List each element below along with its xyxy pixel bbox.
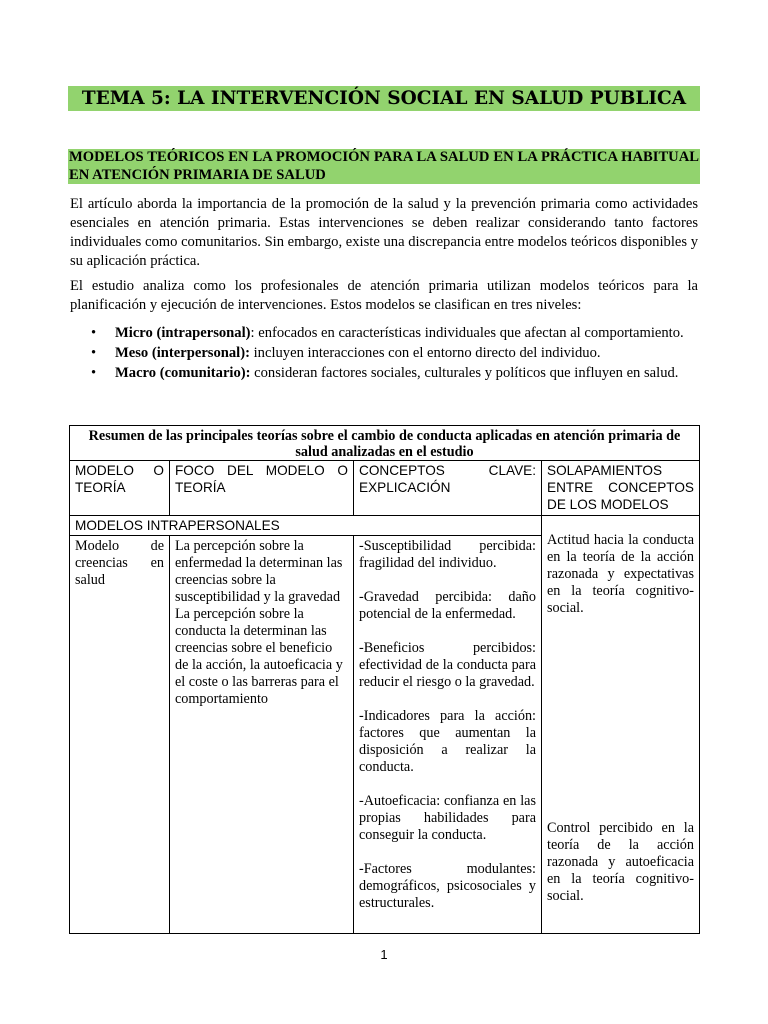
list-item <box>70 344 698 362</box>
page-title: TEMA 5: LA INTERVENCIÓN SOCIAL EN SALUD PUBLICA <box>68 86 700 111</box>
table-caption: Resumen de las principales teorías sobre el cambio de conducta aplicadas en atención primaria de salud analizadas en el estudio <box>70 426 700 461</box>
bullet-icon: • <box>91 365 97 381</box>
concept-item: -Autoeficacia: confianza en las propias habilidades para conseguir la conducta. <box>359 793 536 844</box>
list-item <box>70 364 698 382</box>
section-heading: MODELOS TEÓRICOS EN LA PROMOCIÓN PARA LA SALUD EN LA PRÁCTICA HABITUAL EN ATENCIÓN PRIMARIA DE SALUD <box>69 149 699 183</box>
concept-item: -Factores modulantes: demográficos, psicosociales y estructurales. <box>359 861 536 912</box>
overlaps-cell <box>542 516 700 934</box>
model-cell: Modelo de creencias en salud <box>70 536 170 934</box>
list-item <box>70 324 698 342</box>
bullet-term: Meso (interpersonal): <box>115 345 250 361</box>
focus-cell: La percepción sobre la enfermedad la determinan las creencias sobre la susceptibilidad y la gravedad La percepción sobre la conducta la determinan las creencias sobre el beneficio de la acción, la autoeficacia y el coste o las barreras para el comportamiento <box>170 536 354 934</box>
levels-list <box>70 324 698 384</box>
table-header-row <box>70 461 700 516</box>
concept-item: -Gravedad percibida: daño potencial de la enfermedad. <box>359 589 536 623</box>
concept-item: -Susceptibilidad percibida: fragilidad del individuo. <box>359 538 536 572</box>
concepts-cell <box>354 536 542 934</box>
concept-item: -Indicadores para la acción: factores que aumentan la disposición a realizar la conducta. <box>359 708 536 776</box>
concept-item: -Beneficios percibidos: efectividad de la conducta para reducir el riesgo o la gravedad. <box>359 640 536 691</box>
theories-table <box>69 425 700 934</box>
header-focus: FOCO DEL MODELO O TEORÍA <box>170 461 354 516</box>
bullet-text: consideran factores sociales, culturales y políticos que influyen en salud. <box>250 365 679 381</box>
bullet-term: Micro (intrapersonal) <box>115 325 251 341</box>
levels-paragraph: El estudio analiza como los profesionales de atención primaria utilizan modelos teóricos para la planificación y ejecución de intervenciones. Estos modelos se clasifican en tres niveles: <box>70 278 698 313</box>
overlap-item: Control percibido en la teoría de la acción razonada y autoeficacia en la teoría cognitivo-social. <box>547 820 694 904</box>
bullet-text: : enfocados en características individuales que afectan al comportamiento. <box>250 325 684 341</box>
bullet-text: incluyen interacciones con el entorno directo del individuo. <box>249 345 601 361</box>
page-number: 1 <box>380 947 388 962</box>
header-overlaps: SOLAPAMIENTOS ENTRE CONCEPTOS DE LOS MODELOS <box>542 461 700 516</box>
header-concepts: CONCEPTOS CLAVE: EXPLICACIÓN <box>354 461 542 516</box>
table-group-row <box>70 516 700 536</box>
overlap-item: Actitud hacia la conducta en la teoría de la acción razonada y expectativas en la teoría cognitivo-social. <box>547 532 694 616</box>
header-model: MODELO O TEORÍA <box>70 461 170 516</box>
table-caption-row <box>70 426 700 461</box>
intro-paragraph: El artículo aborda la importancia de la promoción de la salud y la prevención primaria como actividades esenciales en atención primaria. Estas intervenciones se deben realizar considerando tanto factores individuales como comunitarios. Sin embargo, existe una discrepancia entre modelos teóricos disponibles y su aplicación práctica. <box>70 196 698 269</box>
bullet-term: Macro (comunitario): <box>115 365 251 381</box>
bullet-icon: • <box>91 345 97 361</box>
group-label: MODELOS INTRAPERSONALES <box>70 516 542 536</box>
bullet-icon: • <box>91 325 97 341</box>
